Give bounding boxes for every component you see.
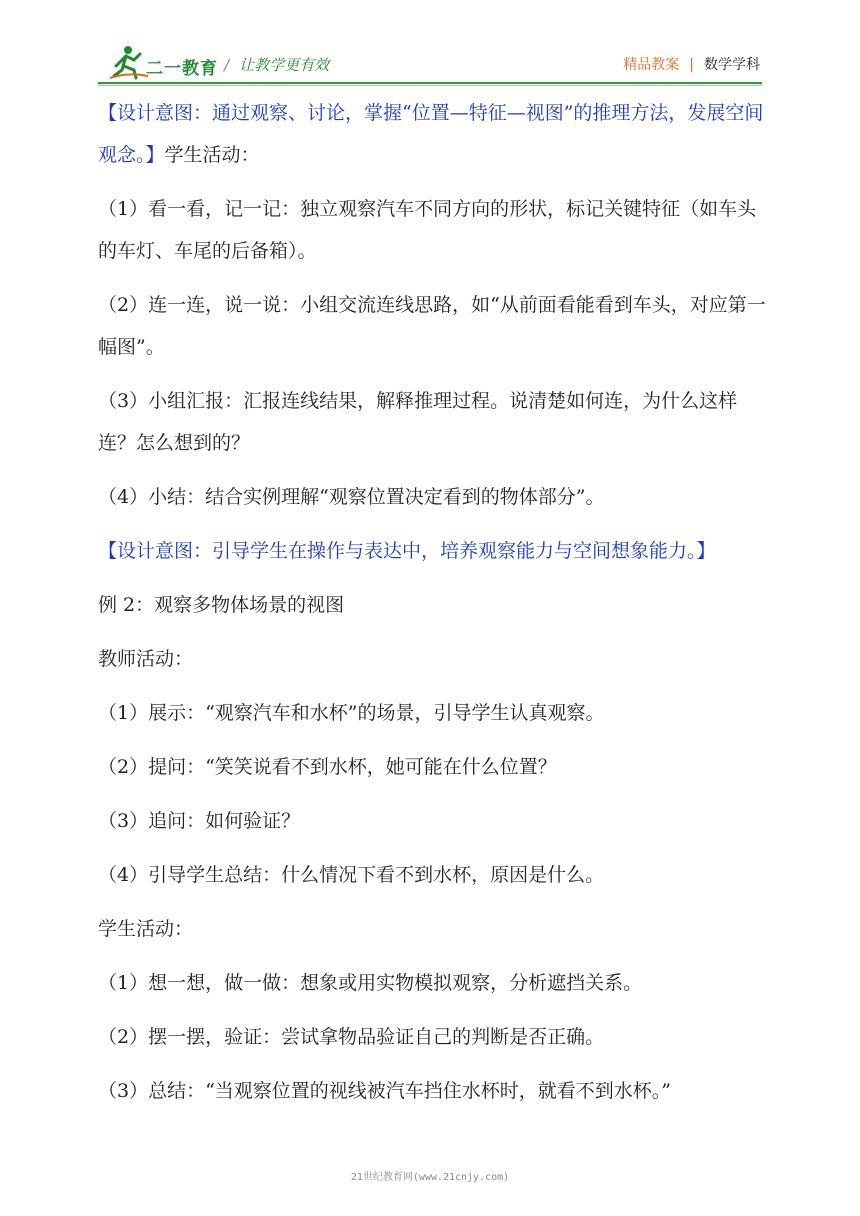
page-header bbox=[0, 0, 860, 90]
student-step-4: （4）小结：结合实例理解“观察位置决定看到的物体部分”。 bbox=[98, 486, 605, 508]
student-step-2: （2）连一连，说一说：小组交流连线思路，如“从前面看能看到车头，对应第一幅图”。 bbox=[98, 294, 766, 358]
page-footer[interactable]: 21世纪教育网(www.21cnjy.com) bbox=[350, 1172, 510, 1183]
design-intent-2: 【设计意图：引导学生在操作与表达中，培养观察能力与空间想象能力。】 bbox=[98, 540, 716, 562]
header-tags bbox=[623, 54, 760, 74]
teacher-activity-heading: 教师活动： bbox=[98, 648, 194, 670]
design-intent-1: 【设计意图：通过观察、讨论，掌握“位置—特征—视图”的推理方法，发展空间观念。】 bbox=[98, 102, 764, 166]
design-intent-paragraph bbox=[98, 92, 766, 176]
student-step-3: （3）小组汇报：汇报连线结果，解释推理过程。说清楚如何连，为什么这样连？怎么想到的？ bbox=[98, 390, 738, 454]
tag-lesson-plan: 精品教案 bbox=[623, 57, 680, 73]
student-step-1: （1）看一看，记一记：独立观察汽车不同方向的形状，标记关键特征（如车头的车灯、车尾的后备箱）。 bbox=[98, 198, 757, 262]
teacher-step-2: （2）提问：“笑笑说看不到水杯，她可能在什么位置？ bbox=[98, 756, 557, 778]
document-body bbox=[98, 92, 766, 1124]
header-divider bbox=[98, 82, 762, 84]
student-activity-step-2: （2）摆一摆，验证：尝试拿物品验证自己的判断是否正确。 bbox=[98, 1026, 605, 1048]
slogan-text: 让教学更有效 bbox=[239, 56, 330, 74]
tag-subject: 数学学科 bbox=[704, 57, 760, 73]
header-divider-thin bbox=[98, 85, 762, 86]
teacher-step-3: （3）追问：如何验证？ bbox=[98, 810, 301, 832]
teacher-step-4: （4）引导学生总结：什么情况下看不到水杯，原因是什么。 bbox=[98, 864, 605, 886]
slogan-separator: / bbox=[224, 56, 230, 74]
student-activity-heading: 学生活动： bbox=[98, 918, 194, 940]
example-2-title: 例 2：观察多物体场景的视图 bbox=[98, 594, 345, 616]
teacher-step-1: （1）展示：“观察汽车和水杯”的场景，引导学生认真观察。 bbox=[98, 702, 605, 724]
student-activity-step-3: （3）总结：“当观察位置的视线被汽车挡住水杯时，就看不到水杯。” bbox=[98, 1080, 672, 1102]
brand-name: 二一教育 bbox=[146, 59, 218, 79]
tag-separator: | bbox=[689, 57, 694, 73]
student-activity-label: 学生活动： bbox=[164, 144, 260, 166]
student-activity-step-1: （1）想一想，做一做：想象或用实物模拟观察，分析遮挡关系。 bbox=[98, 972, 643, 994]
slogan bbox=[224, 54, 329, 75]
